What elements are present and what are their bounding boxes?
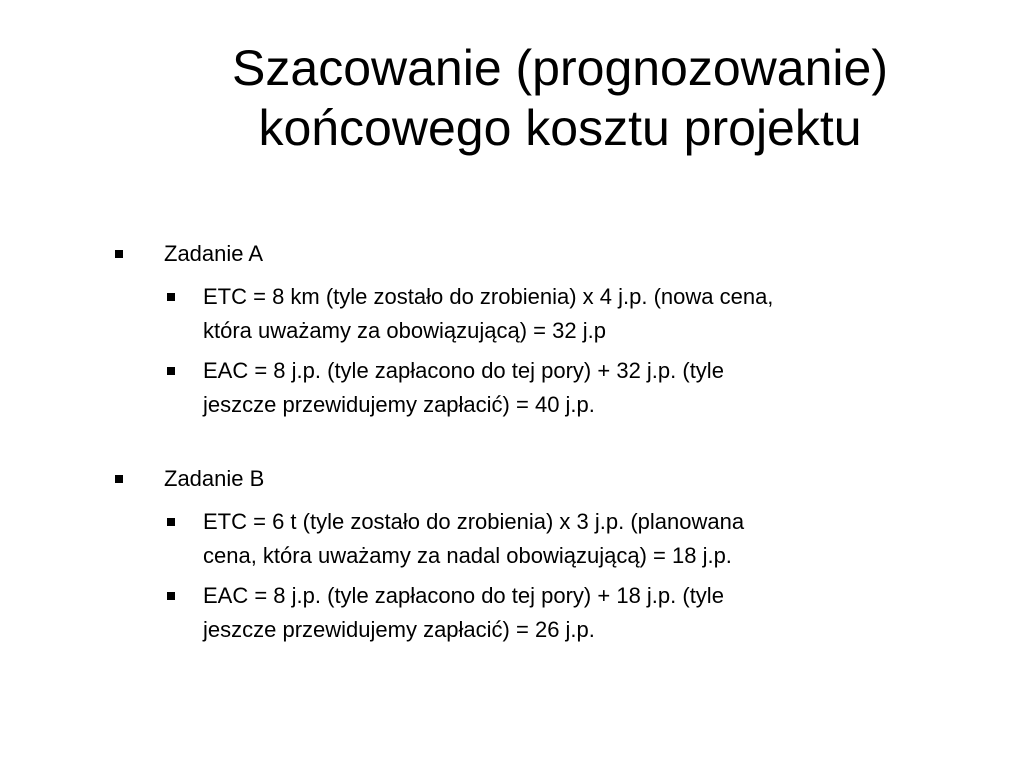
square-bullet-icon xyxy=(167,518,175,526)
section-heading-a: Zadanie A xyxy=(164,241,264,266)
square-bullet-icon xyxy=(115,475,123,483)
section-b-item-1-line-2: cena, która uważamy za nadal obowiązującą) = 18 j.p. xyxy=(203,543,732,568)
section-b-item-1-line-1: ETC = 6 t (tyle zostało do zrobienia) x 3 j.p. (planowana xyxy=(203,509,745,534)
square-bullet-icon xyxy=(115,250,123,258)
section-b-item-2-line-2: jeszcze przewidujemy zapłacić) = 26 j.p. xyxy=(203,617,595,642)
square-bullet-icon xyxy=(167,367,175,375)
slide-title-line-1: Szacowanie (prognozowanie) xyxy=(232,40,888,96)
slide-title-line-2: końcowego kosztu projektu xyxy=(258,100,862,156)
section-a-item-2-line-1: EAC = 8 j.p. (tyle zapłacono do tej pory) + 32 j.p. (tyle xyxy=(203,358,724,383)
square-bullet-icon xyxy=(167,293,175,301)
section-a-item-2-line-2: jeszcze przewidujemy zapłacić) = 40 j.p. xyxy=(203,392,595,417)
section-a-item-1-line-2: która uważamy za obowiązującą) = 32 j.p xyxy=(203,318,606,343)
section-a-item-1-line-1: ETC = 8 km (tyle zostało do zrobienia) x 4 j.p. (nowa cena, xyxy=(203,284,774,309)
section-heading-b: Zadanie B xyxy=(164,466,265,491)
section-b-item-2-line-1: EAC = 8 j.p. (tyle zapłacono do tej pory) + 18 j.p. (tyle xyxy=(203,583,724,608)
square-bullet-icon xyxy=(167,592,175,600)
